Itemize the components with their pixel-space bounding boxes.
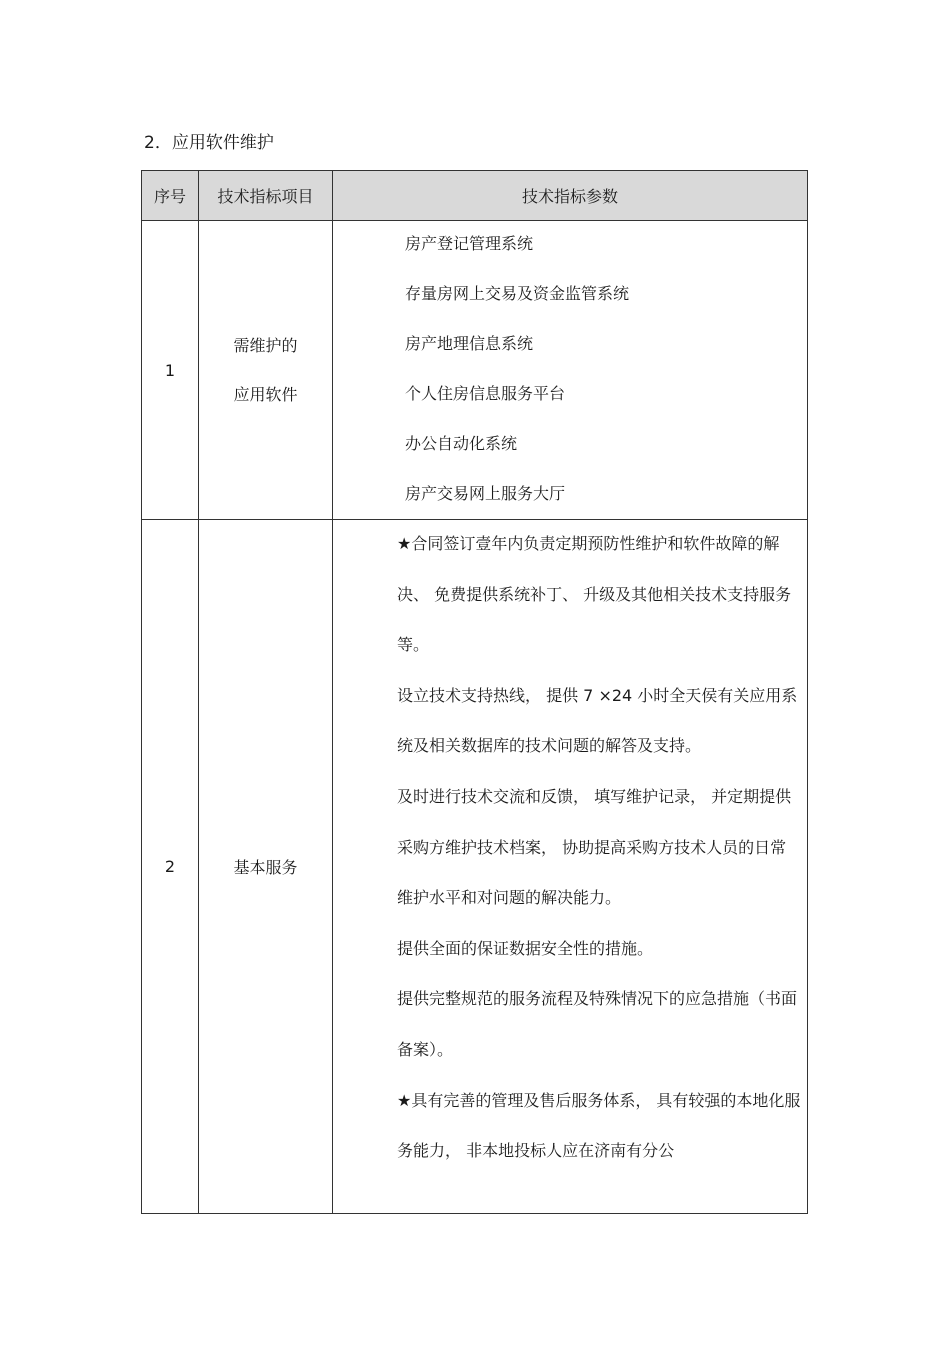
param-paragraph: 设立技术支持热线， 提供 7 ×24 小时全天侯有关应用系统及相关数据库的技术问题的解答及支持。 — [397, 685, 798, 756]
spec-table — [141, 170, 808, 1214]
table-header-row — [142, 171, 808, 221]
header-item: 技术指标项目 — [199, 171, 333, 221]
table-row — [142, 520, 808, 1214]
param-line: 房产地理信息系统 — [405, 334, 534, 353]
row-number: 1 — [142, 221, 199, 520]
param-paragraph: ★具有完善的管理及售后服务体系， 具有较强的本地化服务能力， 非本地投标人应在济南有分公 — [397, 1090, 801, 1161]
row-params — [333, 520, 808, 1214]
param-line: 个人住房信息服务平台 — [405, 384, 566, 403]
param-line: 房产登记管理系统 — [405, 234, 534, 253]
param-paragraph: 提供全面的保证数据安全性的措施。 — [397, 938, 654, 958]
row-item-line: 应用软件 — [233, 385, 298, 404]
param-paragraph: 提供完整规范的服务流程及特殊情况下的应急措施（书面备案）。 — [397, 989, 798, 1059]
section-heading: 2．应用软件维护 — [144, 133, 274, 153]
row-params — [333, 221, 808, 520]
param-line: 办公自动化系统 — [405, 434, 518, 453]
param-line: 存量房网上交易及资金监管系统 — [405, 284, 630, 303]
header-params: 技术指标参数 — [333, 171, 808, 221]
row-item — [199, 221, 333, 520]
param-line: 房产交易网上服务大厅 — [405, 484, 566, 503]
row-number: 2 — [142, 520, 199, 1214]
header-no: 序号 — [142, 171, 199, 221]
params-clip — [397, 520, 801, 1214]
table-row — [142, 221, 808, 520]
row-item: 基本服务 — [199, 520, 333, 1214]
param-paragraph: ★合同签订壹年内负责定期预防性维护和软件故障的解决、 免费提供系统补丁、 升级及其他相关技术支持服务等。 — [397, 534, 792, 655]
param-paragraph: 及时进行技术交流和反馈， 填写维护记录， 并定期提供采购方维护技术档案， 协助提高采购方技术人员的日常维护水平和对问题的解决能力。 — [397, 786, 792, 908]
row-item-line: 需维护的 — [233, 336, 298, 355]
